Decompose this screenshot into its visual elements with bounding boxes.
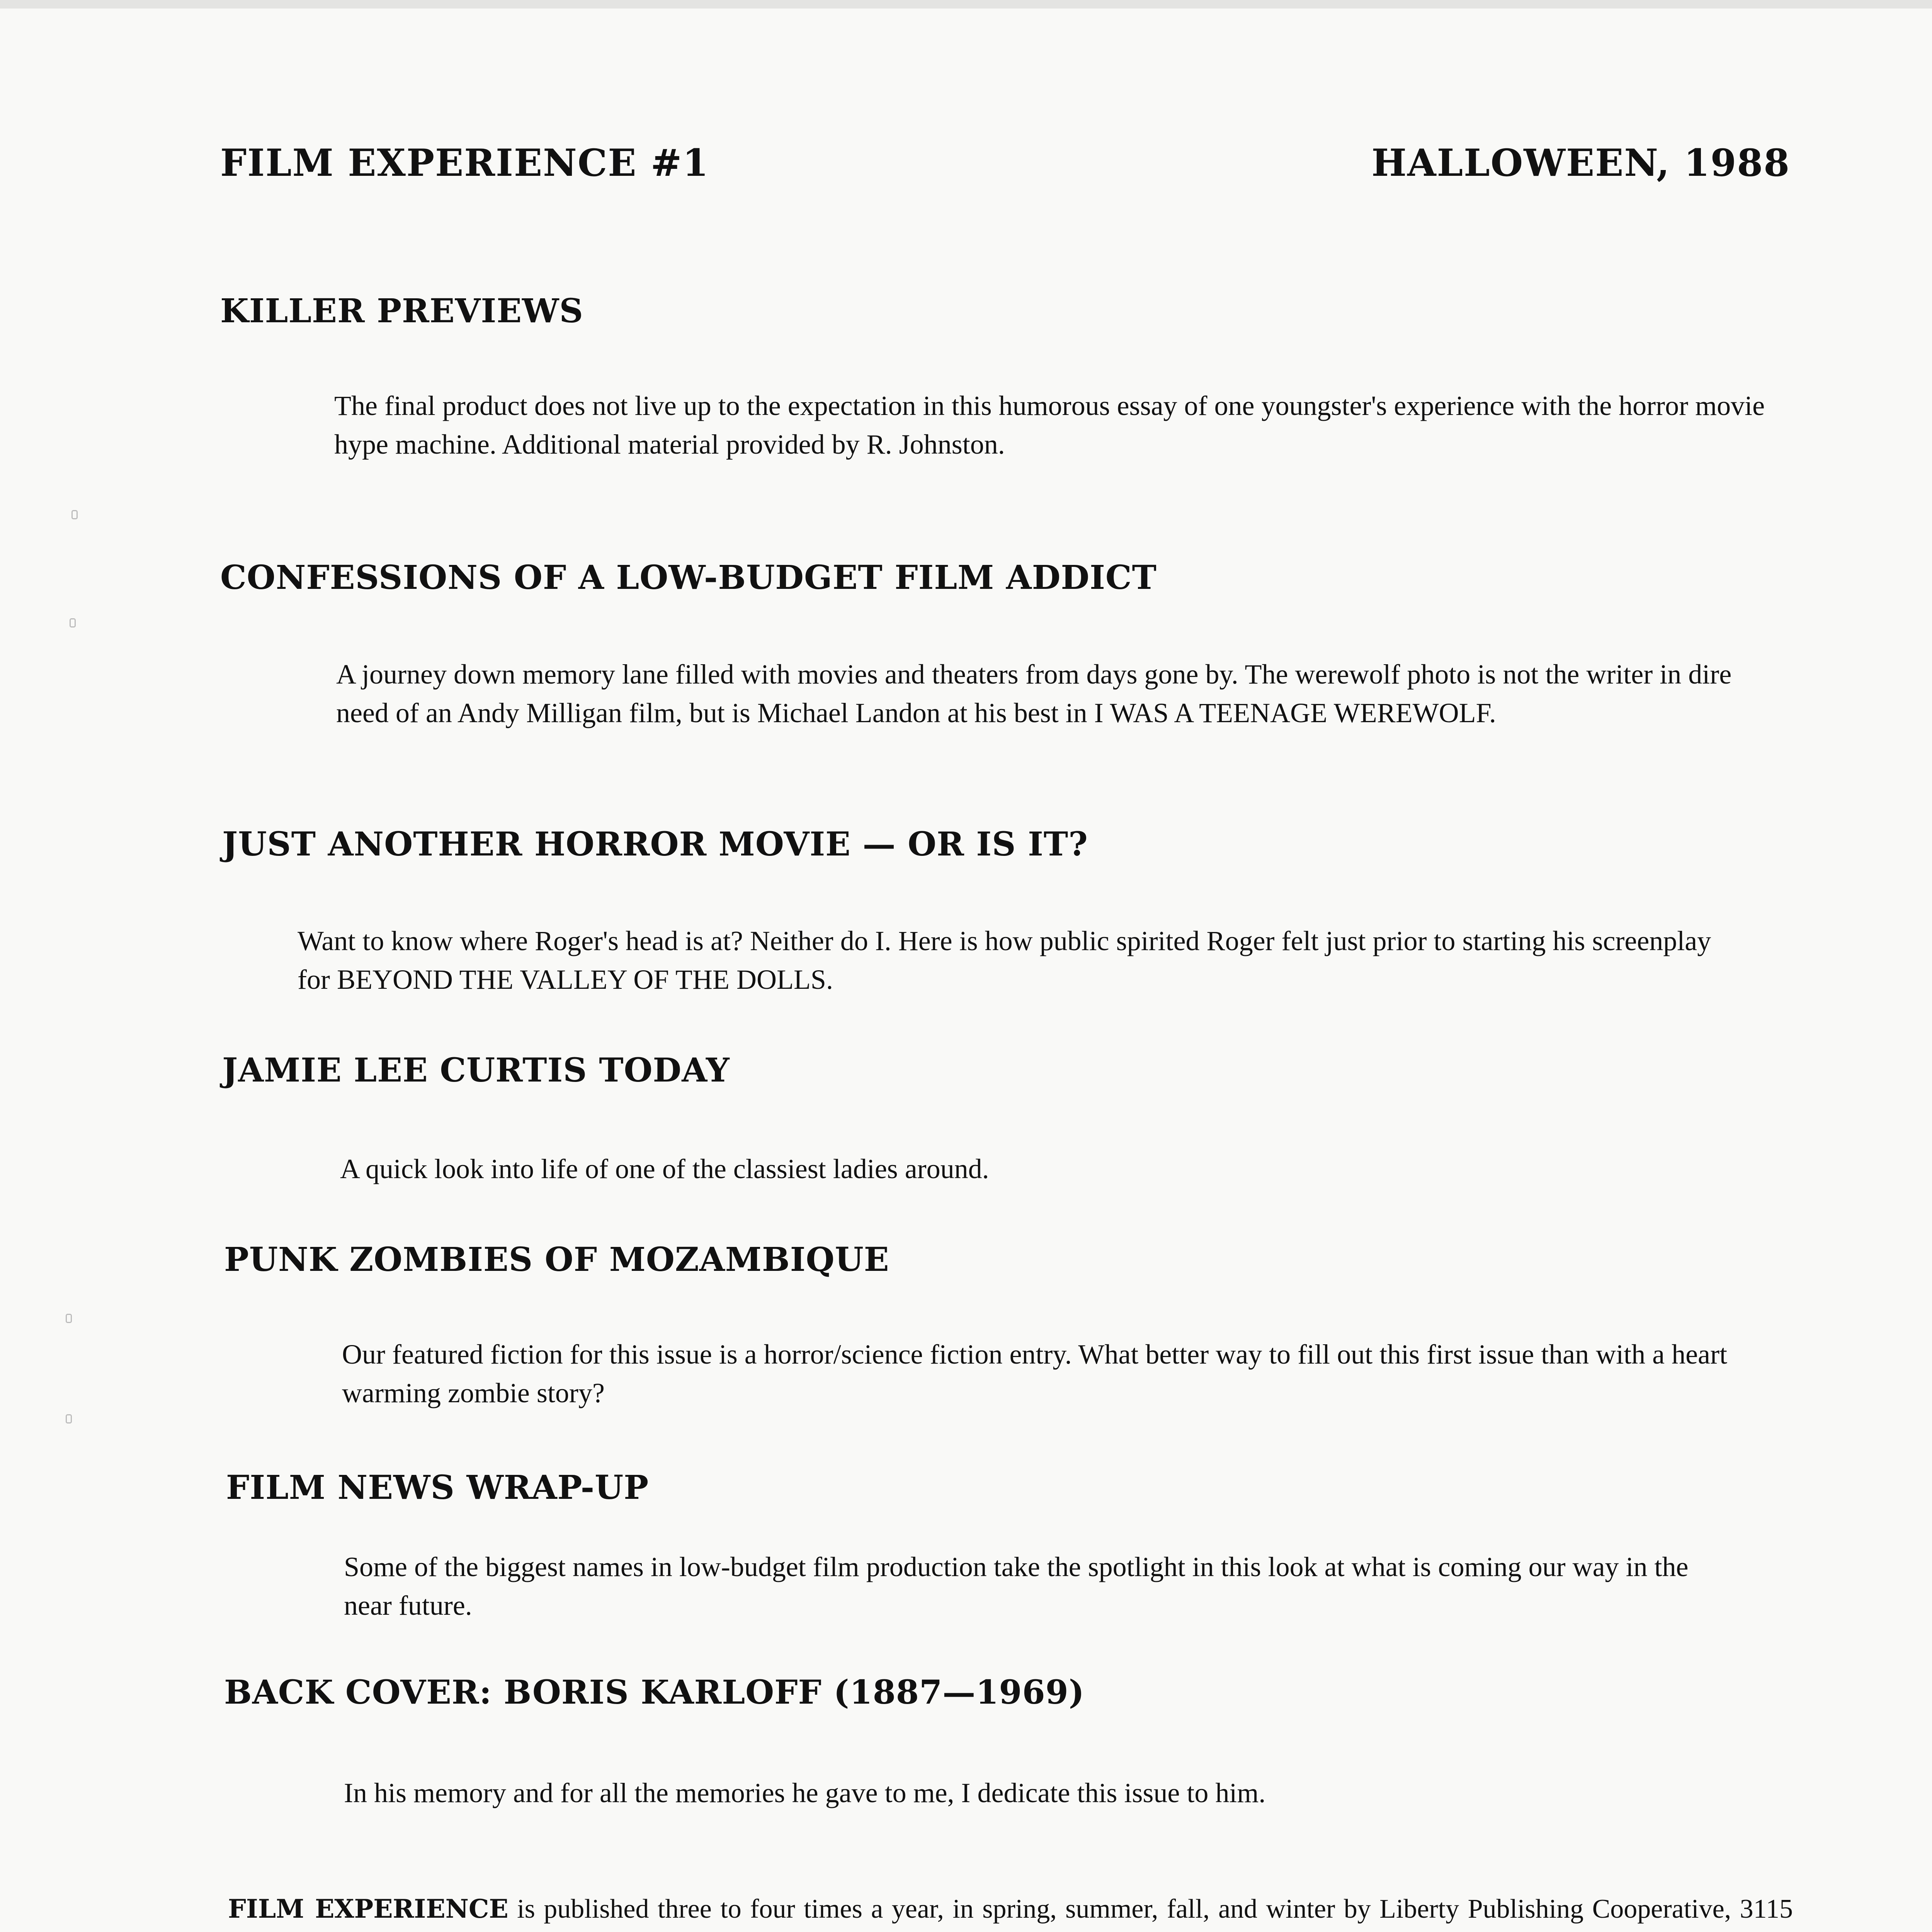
section-blurb-just-another-horror-movie: Want to know where Roger's head is at? Neither do I. Here is how public spirited Roger felt just prior to starting his screenplay for BEYOND THE VALLEY OF THE DOLLS. — [298, 925, 1711, 995]
section-heading-killer-previews: KILLER PREVIEWS — [220, 292, 583, 330]
section-blurb-killer-previews: The final product does not live up to the expectation in this humorous essay of one youngster's experience with the horror movie hype machine. Additional material provided by R. Johnston. — [334, 390, 1765, 460]
masthead-text: is published three to four times a year, in spring, summer, fall, and winter by Liberty Publishing Cooperative, 3115 — [517, 1894, 1793, 1924]
section-heading-film-news-wrap-up: FILM NEWS WRAP-UP — [226, 1468, 649, 1507]
section-heading-back-cover: BACK COVER: BORIS KARLOFF (1887—1969) — [224, 1673, 1085, 1712]
scan-mark — [66, 1314, 72, 1323]
section-blurb-punk-zombies: Our featured fiction for this issue is a horror/science fiction entry. What better way to fill out this first issue than with a heart warming zombie story? — [342, 1339, 1727, 1408]
section-heading-jamie-lee-curtis: JAMIE LEE CURTIS TODAY — [222, 1051, 730, 1090]
section-heading-punk-zombies: PUNK ZOMBIES OF MOZAMBIQUE — [224, 1240, 889, 1279]
masthead-paragraph — [228, 1889, 1793, 1932]
publication-title: FILM EXPERIENCE #1 — [220, 141, 709, 185]
scan-mark — [70, 618, 76, 628]
page-top-edge — [0, 0, 1932, 9]
section-blurb-jamie-lee-curtis: A quick look into life of one of the classiest ladies around. — [340, 1153, 989, 1184]
section-blurb-back-cover: In his memory and for all the memories he gave to me, I dedicate this issue to him. — [344, 1777, 1266, 1808]
section-blurb-film-news-wrap-up: Some of the biggest names in low-budget film production take the spotlight in this look at what is coming our way in the near future. — [344, 1551, 1689, 1621]
masthead-publication-name: FILM EXPERIENCE — [228, 1894, 509, 1924]
scan-mark — [71, 510, 78, 519]
section-blurb-confessions: A journey down memory lane filled with movies and theaters from days gone by. The werewolf photo is not the writer in dire need of an Andy Milligan film, but is Michael Landon at his best in I WAS A TEENAGE WEREWOLF. — [336, 659, 1732, 728]
scan-mark — [66, 1414, 72, 1423]
issue-date: HALLOWEEN, 1988 — [1371, 141, 1790, 185]
section-heading-just-another-horror-movie: JUST ANOTHER HORROR MOVIE — OR IS IT? — [222, 825, 1088, 864]
section-heading-confessions: CONFESSIONS OF A LOW-BUDGET FILM ADDICT — [220, 558, 1157, 597]
